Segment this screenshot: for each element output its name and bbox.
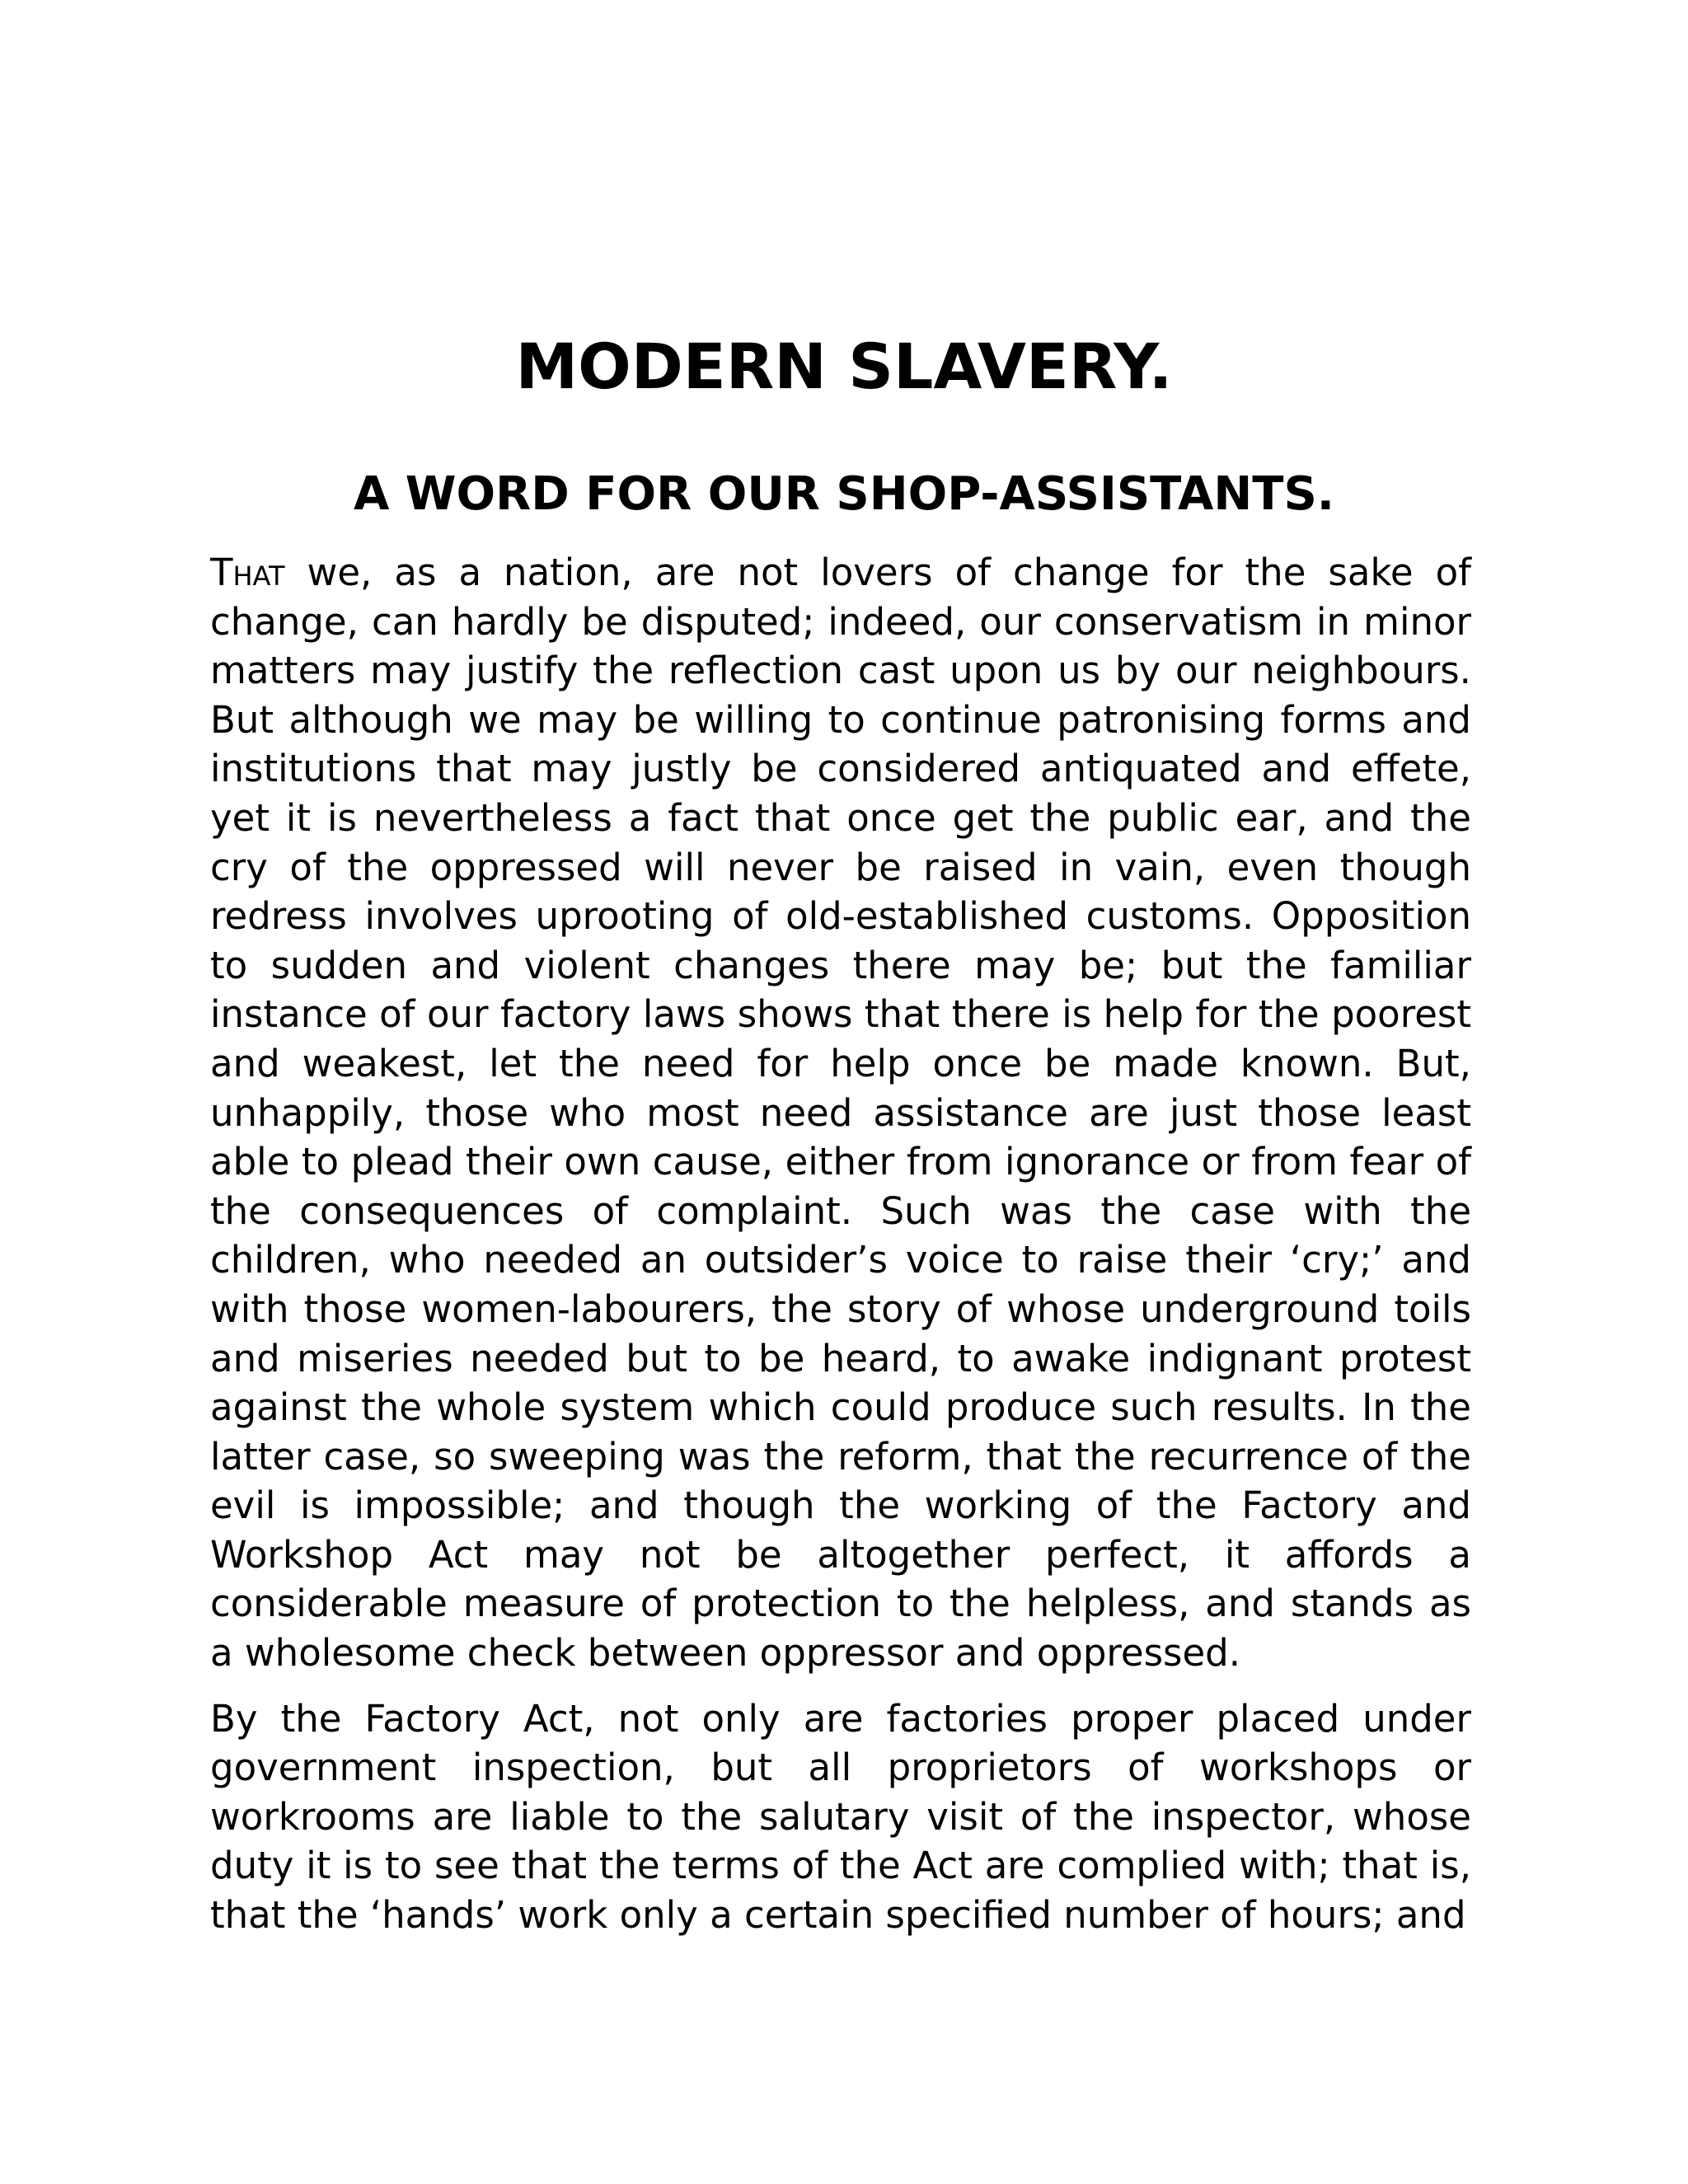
paragraph-1 — [210, 548, 1471, 1678]
page-title: MODERN SLAVERY. — [515, 330, 1173, 403]
paragraph-2 — [210, 1694, 1471, 1940]
paragraph-lead-word: That — [210, 551, 285, 594]
page-subtitle: A WORD FOR OUR SHOP-ASSISTANTS. — [353, 467, 1335, 521]
article-body — [210, 548, 1471, 1940]
paragraph-text: By the Factory Act, not only are factories proper placed under government inspection, but all proprietors of workshops or workrooms are liable to the salutary visit of the inspector, whose duty it is to see that the terms of the Act are complied with; that is, that the ‘hands’ work only a certain specified number of hours; and — [210, 1696, 1471, 1938]
paragraph-text: we, as a nation, are not lovers of change for the sake of change, can hardly be disputed; indeed, our conservatism in minor matters may justify the reflection cast upon us by our neighbours. But although we may be willing to continue patronising forms and institutions that may justly be considered antiquated and effete, yet it is nevertheless a fact that once get the public ear, and the cry of the oppressed will never be raised in vain, even though redress involves uprooting of old-established customs. Opposition to sudden and violent changes there may be; but the familiar instance of our factory laws shows that there is help for the poorest and weakest, let the need for help once be made known. But, unhappily, those who most need assistance are just those least able to plead their own cause, either from ignorance or from fear of the consequences of complaint. Such was the case with the children, who needed an outsider’s voice to raise their ‘cry;’ and with those women-labourers, the story of whose underground toils and miseries needed but to be heard, to awake indignant protest against the whole system which could produce such results. In the latter case, so sweeping was the reform, that the recurrence of the evil is impossible; and though the working of the Factory and Workshop Act may not be altogether perfect, it affords a considerable measure of protection to the helpless, and stands as a wholesome check between oppressor and oppressed. — [210, 551, 1471, 1675]
